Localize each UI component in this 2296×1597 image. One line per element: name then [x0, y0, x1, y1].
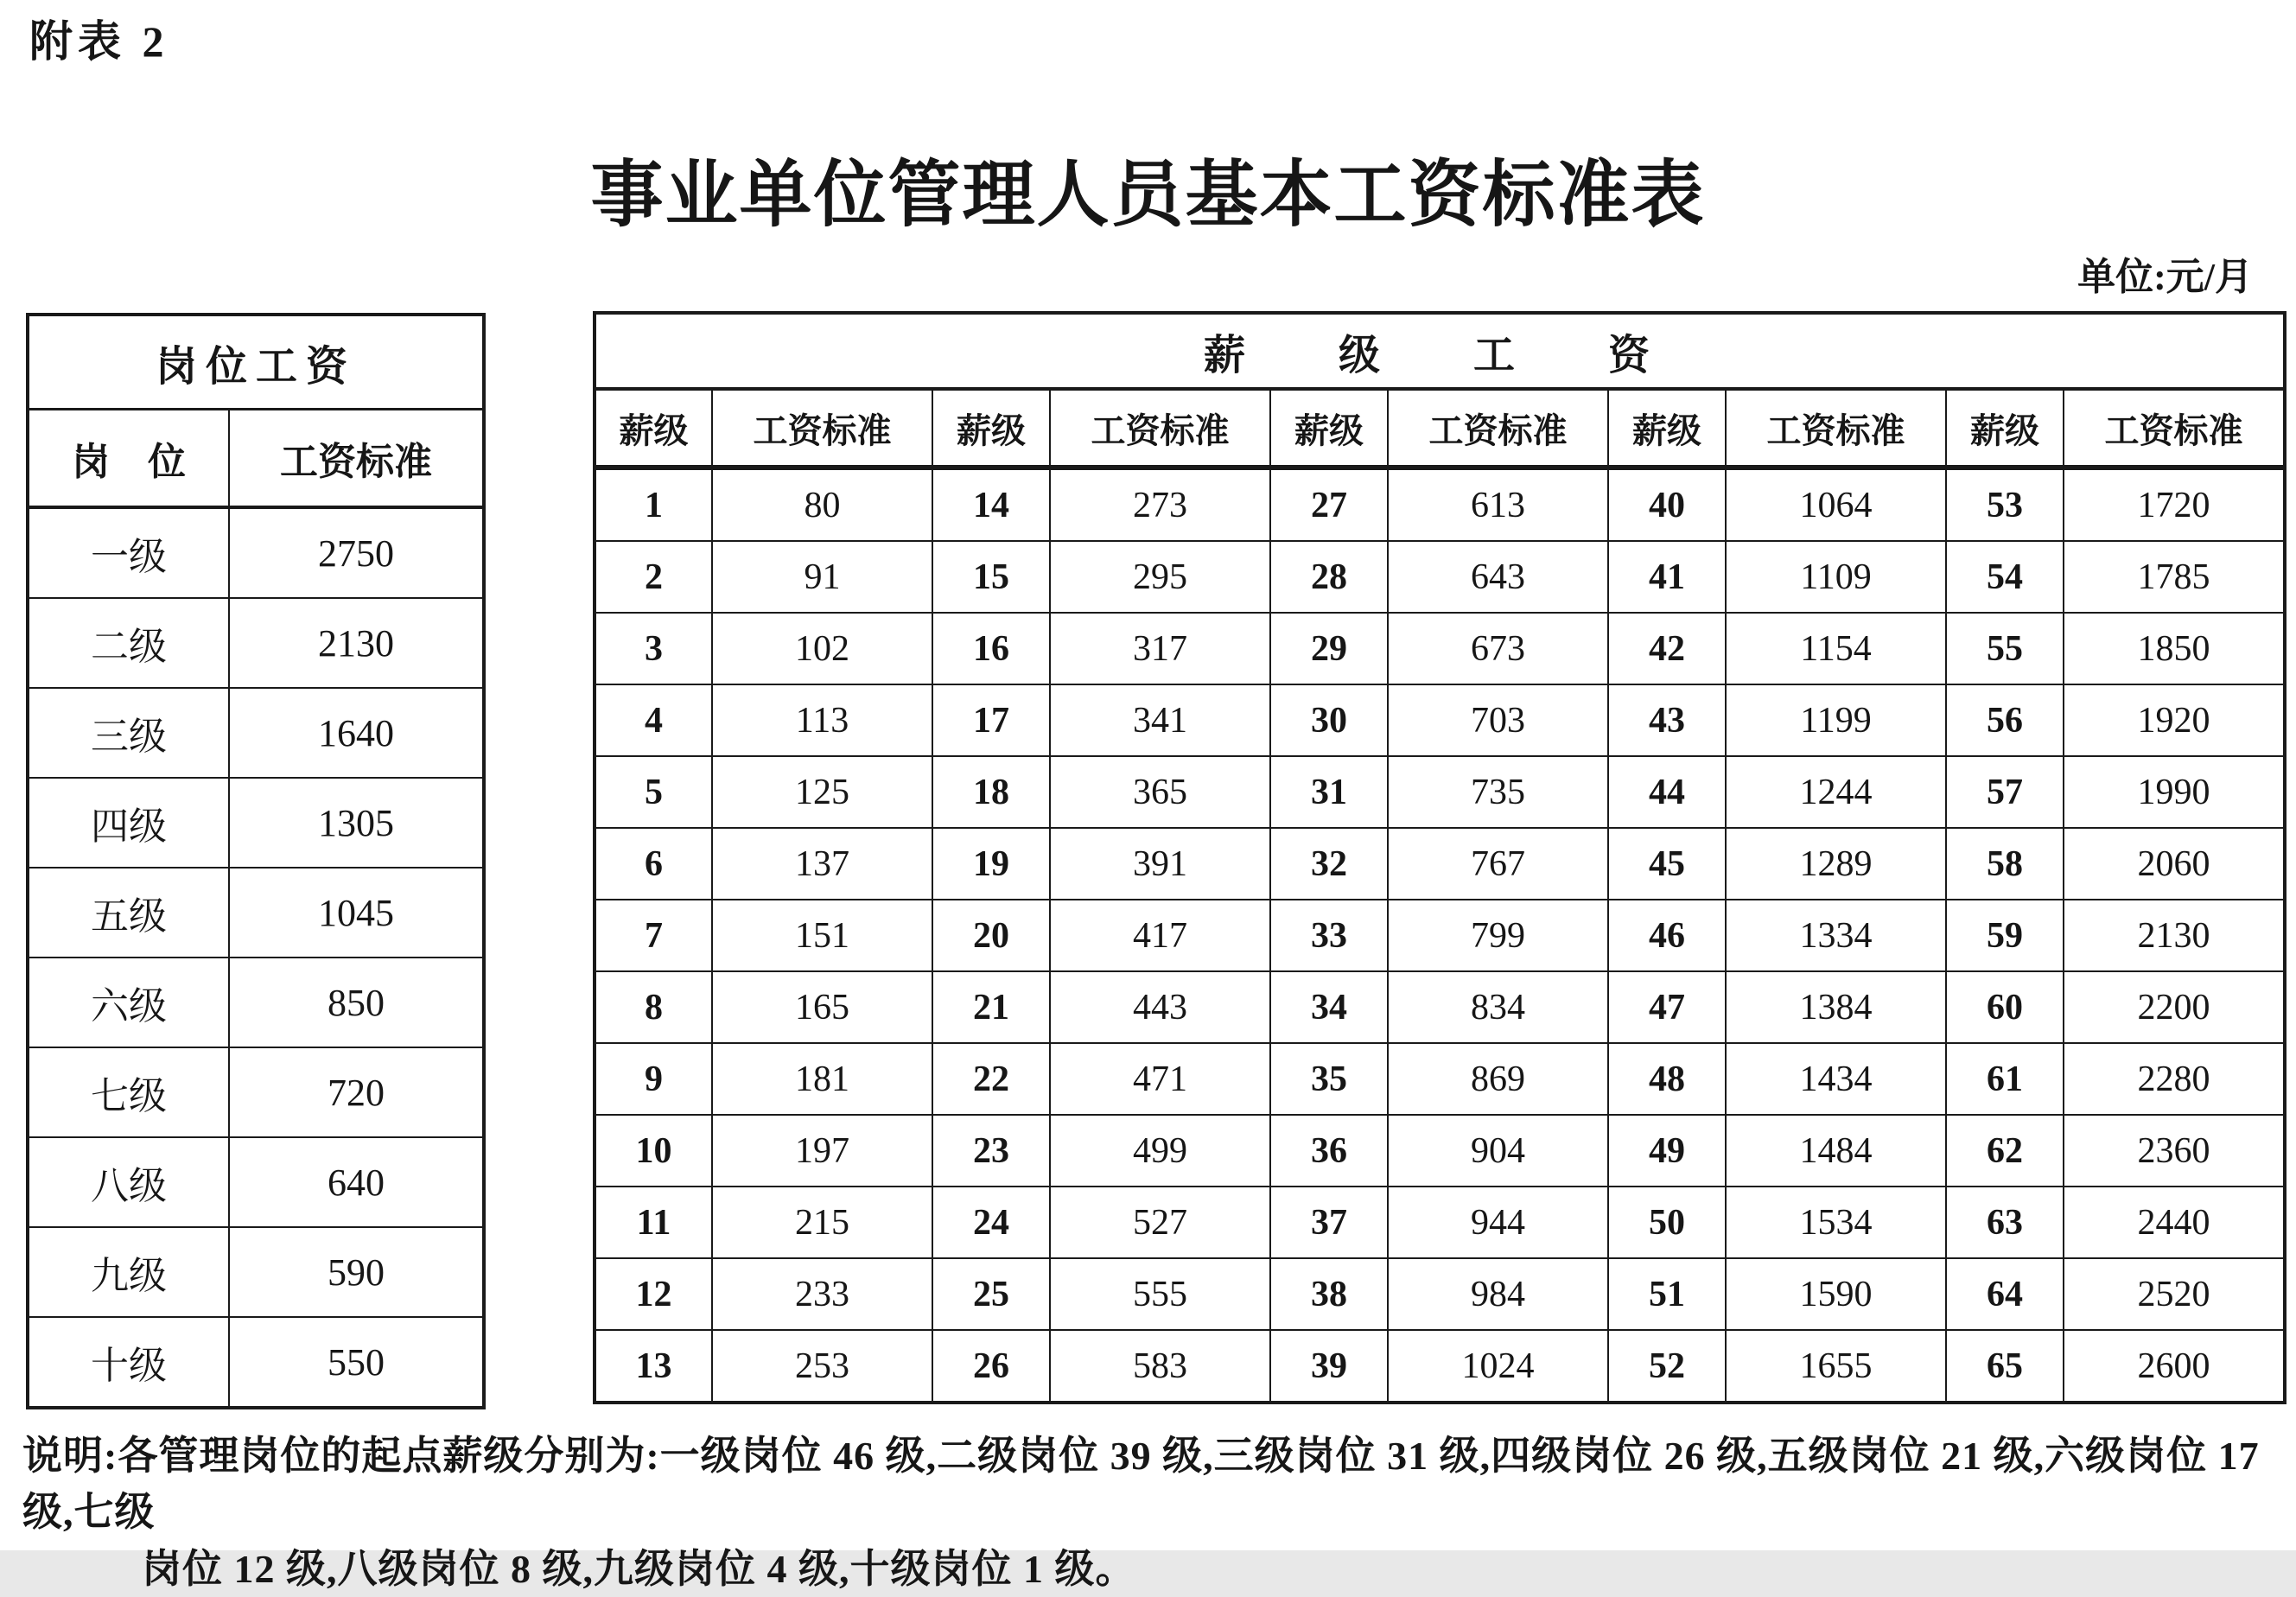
unit-note: 单位:元/月	[2077, 256, 2253, 298]
value-cell: 391	[1050, 828, 1270, 900]
value-cell: 1720	[2064, 468, 2285, 541]
grade-cell: 36	[1270, 1115, 1388, 1187]
value-cell: 215	[712, 1187, 932, 1258]
value-cell: 555	[1050, 1258, 1270, 1330]
grade-cell: 34	[1270, 971, 1388, 1043]
value-cell: 181	[712, 1043, 932, 1115]
value-cell: 904	[1388, 1115, 1608, 1187]
table-row	[595, 971, 2285, 1043]
position-salary-table	[26, 313, 486, 1409]
value-cell: 91	[712, 541, 932, 613]
grade-cell: 26	[932, 1330, 1050, 1403]
pos-cell: 六级	[28, 958, 229, 1047]
value-cell: 1384	[1726, 971, 1946, 1043]
value-cell: 2280	[2064, 1043, 2285, 1115]
grade-cell: 10	[595, 1115, 712, 1187]
grade-cell: 22	[932, 1043, 1050, 1115]
footnote	[22, 1428, 2283, 1597]
grade-cell: 27	[1270, 468, 1388, 541]
grade-cell: 21	[932, 971, 1050, 1043]
grade-cell: 20	[932, 900, 1050, 971]
value-cell: 1655	[1726, 1330, 1946, 1403]
value-cell: 1534	[1726, 1187, 1946, 1258]
std-cell: 720	[229, 1047, 484, 1137]
value-cell: 1990	[2064, 756, 2285, 828]
value-cell: 471	[1050, 1043, 1270, 1115]
grade-column-header: 薪级	[1270, 389, 1388, 468]
grade-cell: 46	[1608, 900, 1726, 971]
pos-cell: 一级	[28, 507, 229, 598]
grade-cell: 59	[1946, 900, 2064, 971]
grade-cell: 18	[932, 756, 1050, 828]
grade-cell: 23	[932, 1115, 1050, 1187]
position-column-header: 岗 位	[28, 410, 229, 508]
value-cell: 1434	[1726, 1043, 1946, 1115]
value-cell: 1334	[1726, 900, 1946, 971]
table-caption-row	[595, 313, 2285, 389]
salary-standard-column-header: 工资标准	[229, 410, 484, 508]
value-cell: 2440	[2064, 1187, 2285, 1258]
table-row	[595, 828, 2285, 900]
std-cell: 850	[229, 958, 484, 1047]
value-cell: 102	[712, 613, 932, 684]
pos-cell: 三级	[28, 688, 229, 778]
grade-cell: 47	[1608, 971, 1726, 1043]
salary-standard-column-header: 工资标准	[1388, 389, 1608, 468]
grade-cell: 16	[932, 613, 1050, 684]
grade-cell: 53	[1946, 468, 2064, 541]
grade-cell: 57	[1946, 756, 2064, 828]
value-cell: 1024	[1388, 1330, 1608, 1403]
grade-cell: 60	[1946, 971, 2064, 1043]
value-cell: 1244	[1726, 756, 1946, 828]
table-row	[28, 1227, 484, 1317]
table-header-row	[595, 389, 2285, 468]
salary-standard-column-header: 工资标准	[2064, 389, 2285, 468]
grade-cell: 32	[1270, 828, 1388, 900]
table-row	[595, 684, 2285, 756]
page-title: 事业单位管理人员基本工资标准表	[590, 156, 1706, 236]
grade-cell: 4	[595, 684, 712, 756]
std-cell: 2130	[229, 598, 484, 688]
table-row	[28, 958, 484, 1047]
value-cell: 1785	[2064, 541, 2285, 613]
grade-column-header: 薪级	[1946, 389, 2064, 468]
value-cell: 2600	[2064, 1330, 2285, 1403]
grade-cell: 15	[932, 541, 1050, 613]
grade-cell: 35	[1270, 1043, 1388, 1115]
value-cell: 735	[1388, 756, 1608, 828]
pos-cell: 十级	[28, 1317, 229, 1408]
grade-cell: 31	[1270, 756, 1388, 828]
pos-cell: 七级	[28, 1047, 229, 1137]
value-cell: 1199	[1726, 684, 1946, 756]
std-cell: 550	[229, 1317, 484, 1408]
grade-cell: 5	[595, 756, 712, 828]
grade-cell: 37	[1270, 1187, 1388, 1258]
position-table-body	[28, 507, 484, 1408]
grade-cell: 14	[932, 468, 1050, 541]
value-cell: 1590	[1726, 1258, 1946, 1330]
value-cell: 113	[712, 684, 932, 756]
table-row	[28, 1317, 484, 1408]
annex-label: 附表 2	[29, 17, 169, 66]
value-cell: 165	[712, 971, 932, 1043]
grade-cell: 64	[1946, 1258, 2064, 1330]
value-cell: 767	[1388, 828, 1608, 900]
grade-cell: 44	[1608, 756, 1726, 828]
grade-column-header: 薪级	[1608, 389, 1726, 468]
grade-cell: 49	[1608, 1115, 1726, 1187]
value-cell: 1154	[1726, 613, 1946, 684]
grade-cell: 62	[1946, 1115, 2064, 1187]
value-cell: 1850	[2064, 613, 2285, 684]
value-cell: 443	[1050, 971, 1270, 1043]
table-row	[595, 1258, 2285, 1330]
value-cell: 365	[1050, 756, 1270, 828]
grade-cell: 8	[595, 971, 712, 1043]
grade-table-body	[595, 468, 2285, 1403]
grade-cell: 28	[1270, 541, 1388, 613]
grade-cell: 33	[1270, 900, 1388, 971]
table-row	[28, 1137, 484, 1227]
table-row	[28, 598, 484, 688]
grade-cell: 29	[1270, 613, 1388, 684]
grade-cell: 30	[1270, 684, 1388, 756]
grade-cell: 6	[595, 828, 712, 900]
value-cell: 613	[1388, 468, 1608, 541]
table-row	[28, 778, 484, 868]
pos-cell: 九级	[28, 1227, 229, 1317]
std-cell: 1640	[229, 688, 484, 778]
std-cell: 2750	[229, 507, 484, 598]
value-cell: 673	[1388, 613, 1608, 684]
value-cell: 583	[1050, 1330, 1270, 1403]
pos-cell: 二级	[28, 598, 229, 688]
value-cell: 944	[1388, 1187, 1608, 1258]
value-cell: 273	[1050, 468, 1270, 541]
value-cell: 1289	[1726, 828, 1946, 900]
std-cell: 1305	[229, 778, 484, 868]
pos-cell: 四级	[28, 778, 229, 868]
grade-cell: 61	[1946, 1043, 2064, 1115]
value-cell: 253	[712, 1330, 932, 1403]
value-cell: 125	[712, 756, 932, 828]
std-cell: 640	[229, 1137, 484, 1227]
grade-cell: 55	[1946, 613, 2064, 684]
value-cell: 151	[712, 900, 932, 971]
value-cell: 643	[1388, 541, 1608, 613]
value-cell: 799	[1388, 900, 1608, 971]
value-cell: 703	[1388, 684, 1608, 756]
pos-cell: 五级	[28, 868, 229, 958]
value-cell: 834	[1388, 971, 1608, 1043]
value-cell: 984	[1388, 1258, 1608, 1330]
pos-cell: 八级	[28, 1137, 229, 1227]
value-cell: 80	[712, 468, 932, 541]
value-cell: 2200	[2064, 971, 2285, 1043]
grade-cell: 13	[595, 1330, 712, 1403]
value-cell: 233	[712, 1258, 932, 1330]
footnote-line: 说明:各管理岗位的起点薪级分别为:一级岗位 46 级,二级岗位 39 级,三级岗位 31 级,四级岗位 26 级,五级岗位 21 级,六级岗位 17 级,七级	[22, 1434, 2260, 1535]
grade-cell: 41	[1608, 541, 1726, 613]
grade-cell: 65	[1946, 1330, 2064, 1403]
table-row	[28, 507, 484, 598]
grade-cell: 3	[595, 613, 712, 684]
table-header-row	[28, 410, 484, 508]
grade-cell: 50	[1608, 1187, 1726, 1258]
table-row	[28, 1047, 484, 1137]
table-row	[595, 1043, 2285, 1115]
position-table-title: 岗位工资	[28, 315, 484, 410]
grade-cell: 1	[595, 468, 712, 541]
table-row	[595, 1115, 2285, 1187]
grade-cell: 25	[932, 1258, 1050, 1330]
value-cell: 499	[1050, 1115, 1270, 1187]
value-cell: 869	[1388, 1043, 1608, 1115]
table-row	[595, 541, 2285, 613]
grade-cell: 9	[595, 1043, 712, 1115]
grade-cell: 19	[932, 828, 1050, 900]
salary-standard-column-header: 工资标准	[1726, 389, 1946, 468]
grade-cell: 51	[1608, 1258, 1726, 1330]
table-row	[28, 868, 484, 958]
table-row	[595, 613, 2285, 684]
grade-cell: 42	[1608, 613, 1726, 684]
value-cell: 2130	[2064, 900, 2285, 971]
grade-cell: 17	[932, 684, 1050, 756]
value-cell: 197	[712, 1115, 932, 1187]
grade-cell: 52	[1608, 1330, 1726, 1403]
grade-cell: 54	[1946, 541, 2064, 613]
grade-cell: 12	[595, 1258, 712, 1330]
value-cell: 137	[712, 828, 932, 900]
value-cell: 417	[1050, 900, 1270, 971]
grade-cell: 48	[1608, 1043, 1726, 1115]
value-cell: 295	[1050, 541, 1270, 613]
grade-cell: 40	[1608, 468, 1726, 541]
grade-cell: 2	[595, 541, 712, 613]
value-cell: 1484	[1726, 1115, 1946, 1187]
table-row	[595, 900, 2285, 971]
table-row	[595, 1187, 2285, 1258]
grade-table-title: 薪 级 工 资	[595, 313, 2285, 389]
grade-cell: 38	[1270, 1258, 1388, 1330]
footnote-line: 岗位 12 级,八级岗位 8 级,九级岗位 4 级,十级岗位 1 级。	[142, 1546, 1136, 1591]
value-cell: 1920	[2064, 684, 2285, 756]
grade-column-header: 薪级	[932, 389, 1050, 468]
table-caption-row	[28, 315, 484, 410]
salary-standard-column-header: 工资标准	[1050, 389, 1270, 468]
value-cell: 2520	[2064, 1258, 2285, 1330]
value-cell: 527	[1050, 1187, 1270, 1258]
grade-cell: 45	[1608, 828, 1726, 900]
table-row	[595, 468, 2285, 541]
std-cell: 1045	[229, 868, 484, 958]
grade-cell: 39	[1270, 1330, 1388, 1403]
grade-cell: 11	[595, 1187, 712, 1258]
grade-cell: 24	[932, 1187, 1050, 1258]
grade-cell: 43	[1608, 684, 1726, 756]
std-cell: 590	[229, 1227, 484, 1317]
value-cell: 2060	[2064, 828, 2285, 900]
value-cell: 1064	[1726, 468, 1946, 541]
value-cell: 1109	[1726, 541, 1946, 613]
salary-grade-table	[593, 311, 2286, 1404]
grade-cell: 7	[595, 900, 712, 971]
grade-cell: 58	[1946, 828, 2064, 900]
value-cell: 341	[1050, 684, 1270, 756]
table-row	[595, 756, 2285, 828]
value-cell: 2360	[2064, 1115, 2285, 1187]
grade-column-header: 薪级	[595, 389, 712, 468]
salary-standard-column-header: 工资标准	[712, 389, 932, 468]
grade-cell: 56	[1946, 684, 2064, 756]
grade-cell: 63	[1946, 1187, 2064, 1258]
table-row	[28, 688, 484, 778]
value-cell: 317	[1050, 613, 1270, 684]
table-row	[595, 1330, 2285, 1403]
